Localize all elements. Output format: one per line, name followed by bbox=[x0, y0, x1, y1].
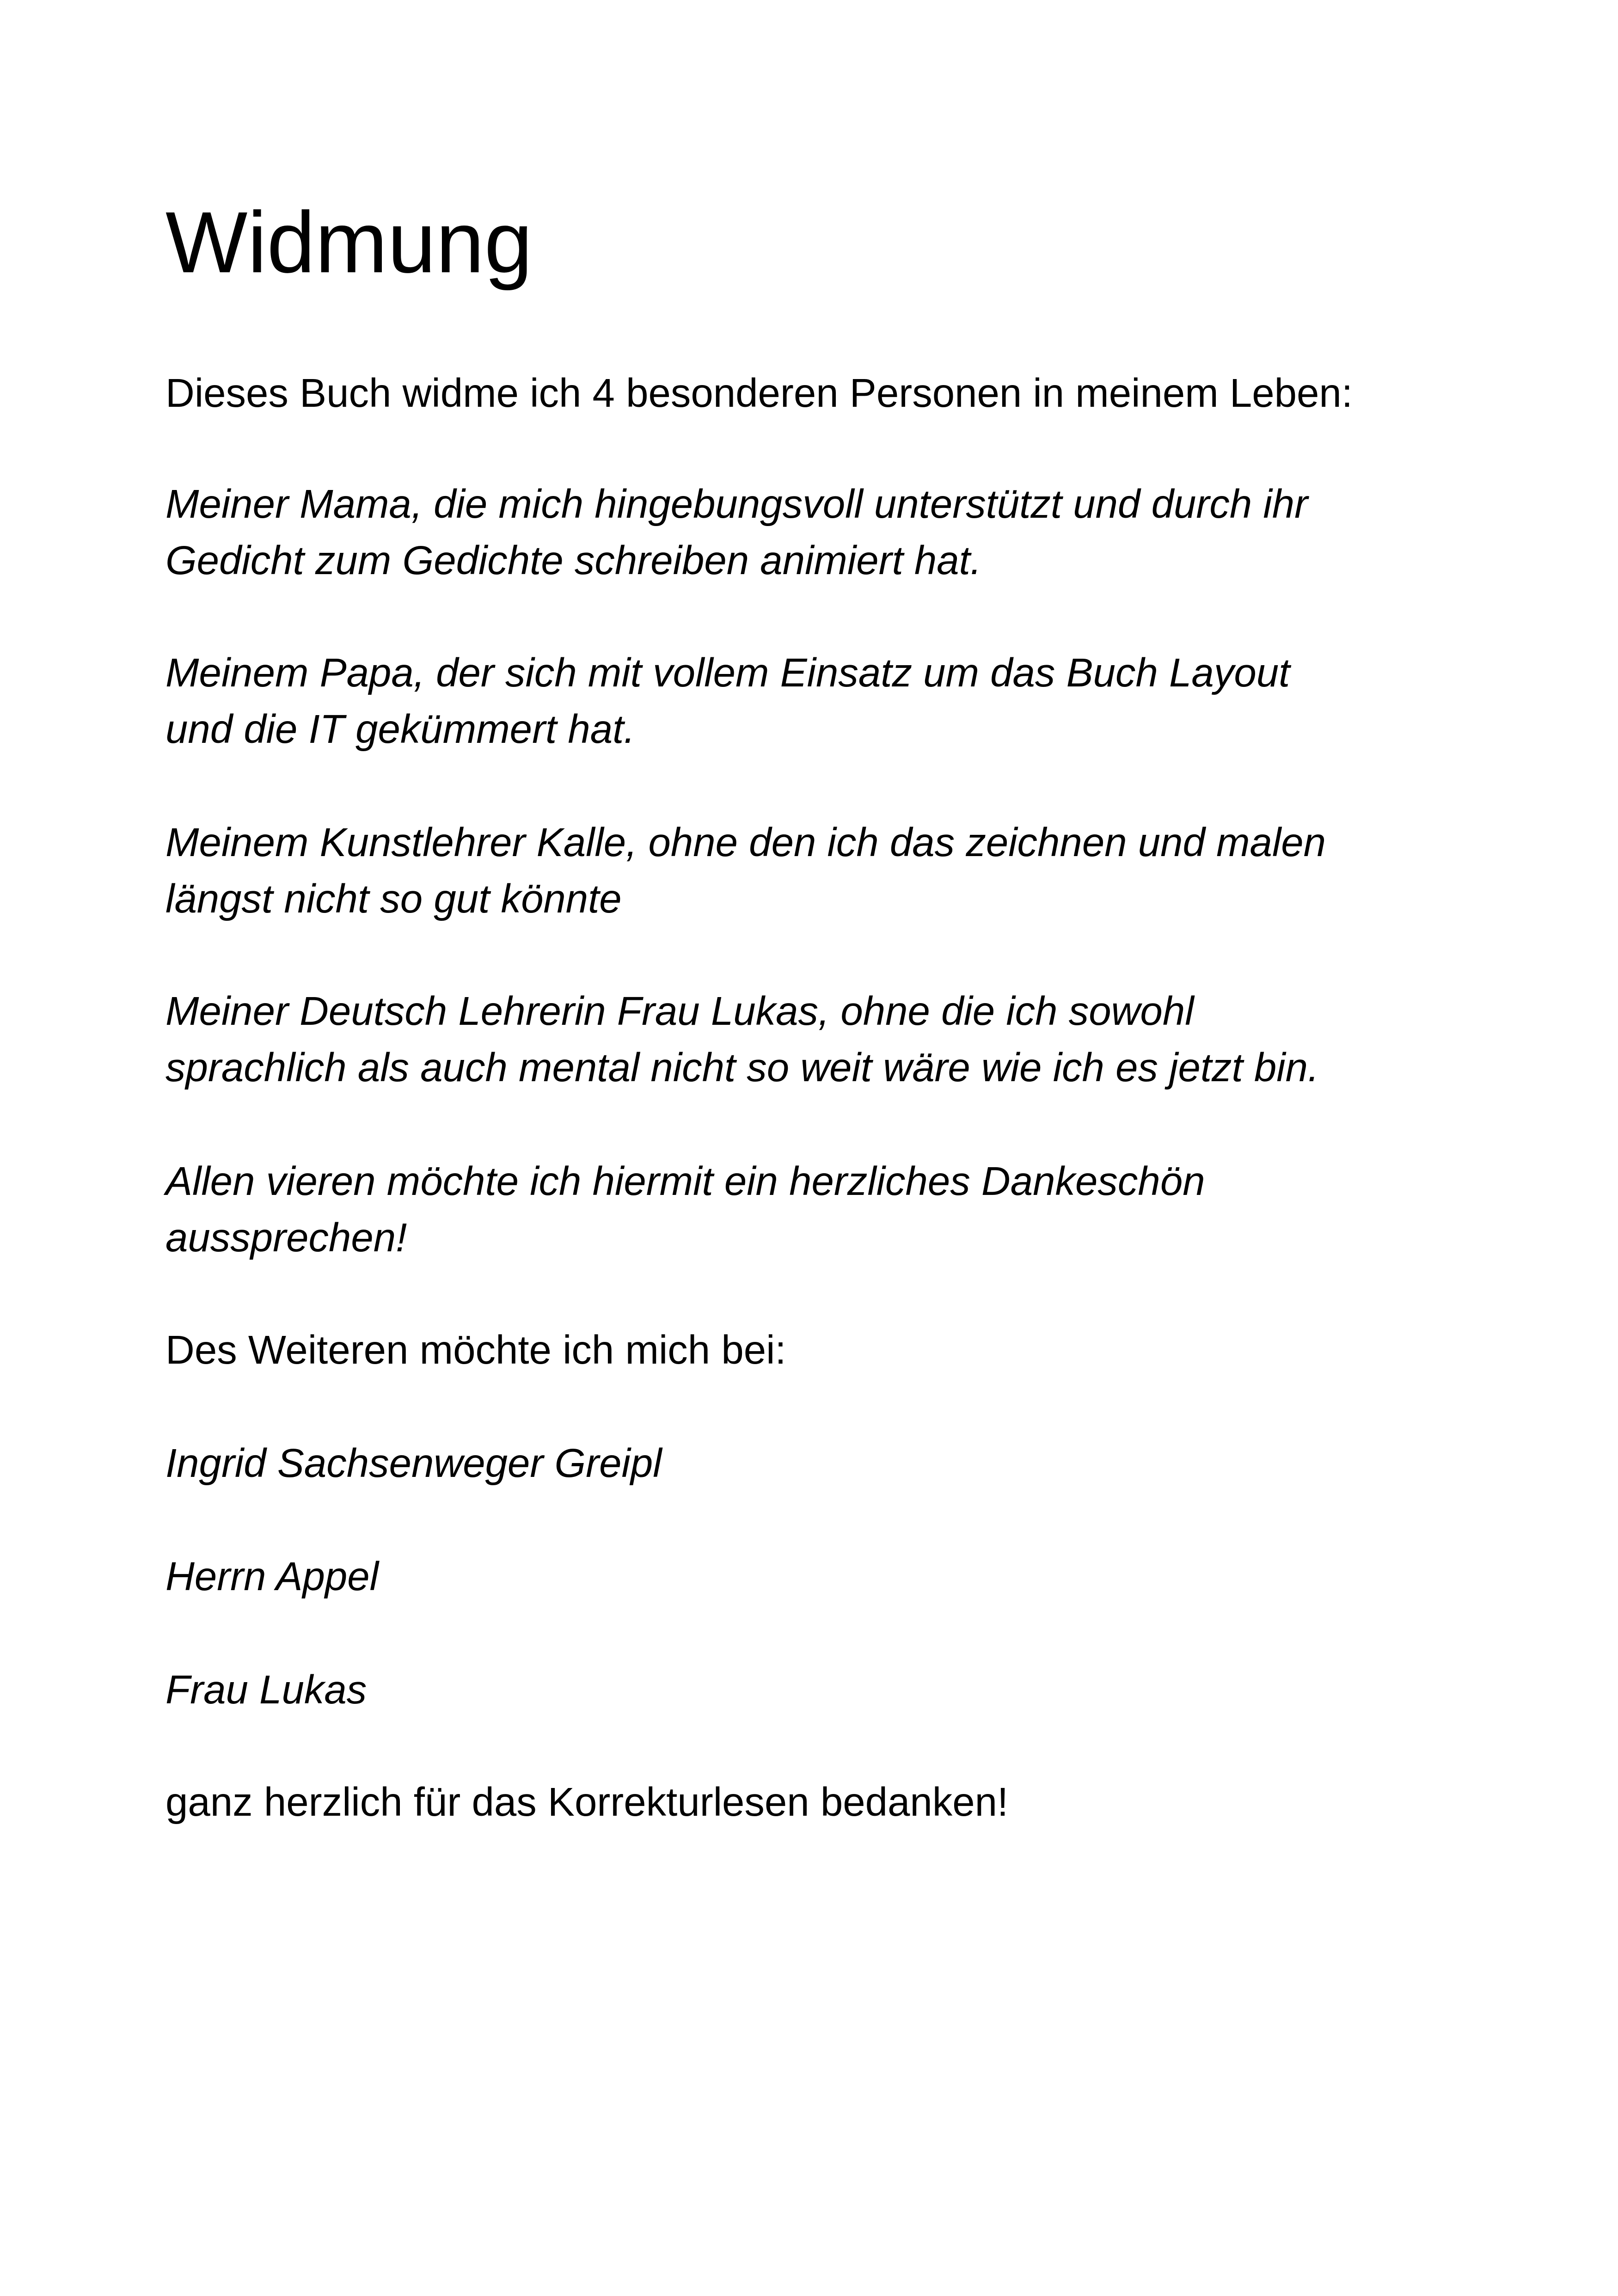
dedication-deutschlehrerin bbox=[165, 983, 1319, 1096]
dedication-line: Meinem Papa, der sich mit vollem Einsatz um das Buch Layout bbox=[165, 650, 1290, 695]
dedication-line: Gedicht zum Gedichte schreiben animiert hat. bbox=[165, 538, 982, 583]
proofreader-name: Herrn Appel bbox=[165, 1554, 379, 1599]
dedication-dankeschoen bbox=[165, 1153, 1205, 1266]
dedication-line: Allen vieren möchte ich hiermit ein herzliches Dankeschön bbox=[165, 1159, 1205, 1204]
dedication-line: sprachlich als auch mental nicht so weit wäre wie ich es jetzt bin. bbox=[165, 1045, 1319, 1090]
proofreader-name: Frau Lukas bbox=[165, 1667, 367, 1712]
dedication-mama bbox=[165, 476, 1308, 589]
proofreader-name: Ingrid Sachsenweger Greipl bbox=[165, 1441, 662, 1486]
thanks-outro: ganz herzlich für das Korrekturlesen bedanken! bbox=[165, 1780, 1009, 1825]
dedication-kunstlehrer bbox=[165, 814, 1326, 927]
dedication-papa bbox=[165, 645, 1290, 758]
thanks-intro: Des Weiteren möchte ich mich bei: bbox=[165, 1328, 786, 1372]
dedication-line: Meinem Kunstlehrer Kalle, ohne den ich das zeichnen und malen bbox=[165, 820, 1326, 865]
dedication-line: aussprechen! bbox=[165, 1215, 407, 1260]
dedication-line: Meiner Deutsch Lehrerin Frau Lukas, ohne die ich sowohl bbox=[165, 989, 1194, 1034]
dedication-line: längst nicht so gut könnte bbox=[165, 876, 622, 921]
dedication-line: und die IT gekümmert hat. bbox=[165, 707, 635, 752]
dedication-line: Meiner Mama, die mich hingebungsvoll unterstützt und durch ihr bbox=[165, 482, 1308, 527]
page-title: Widmung bbox=[165, 194, 533, 291]
intro-text: Dieses Buch widme ich 4 besonderen Personen in meinem Leben: bbox=[165, 371, 1353, 416]
